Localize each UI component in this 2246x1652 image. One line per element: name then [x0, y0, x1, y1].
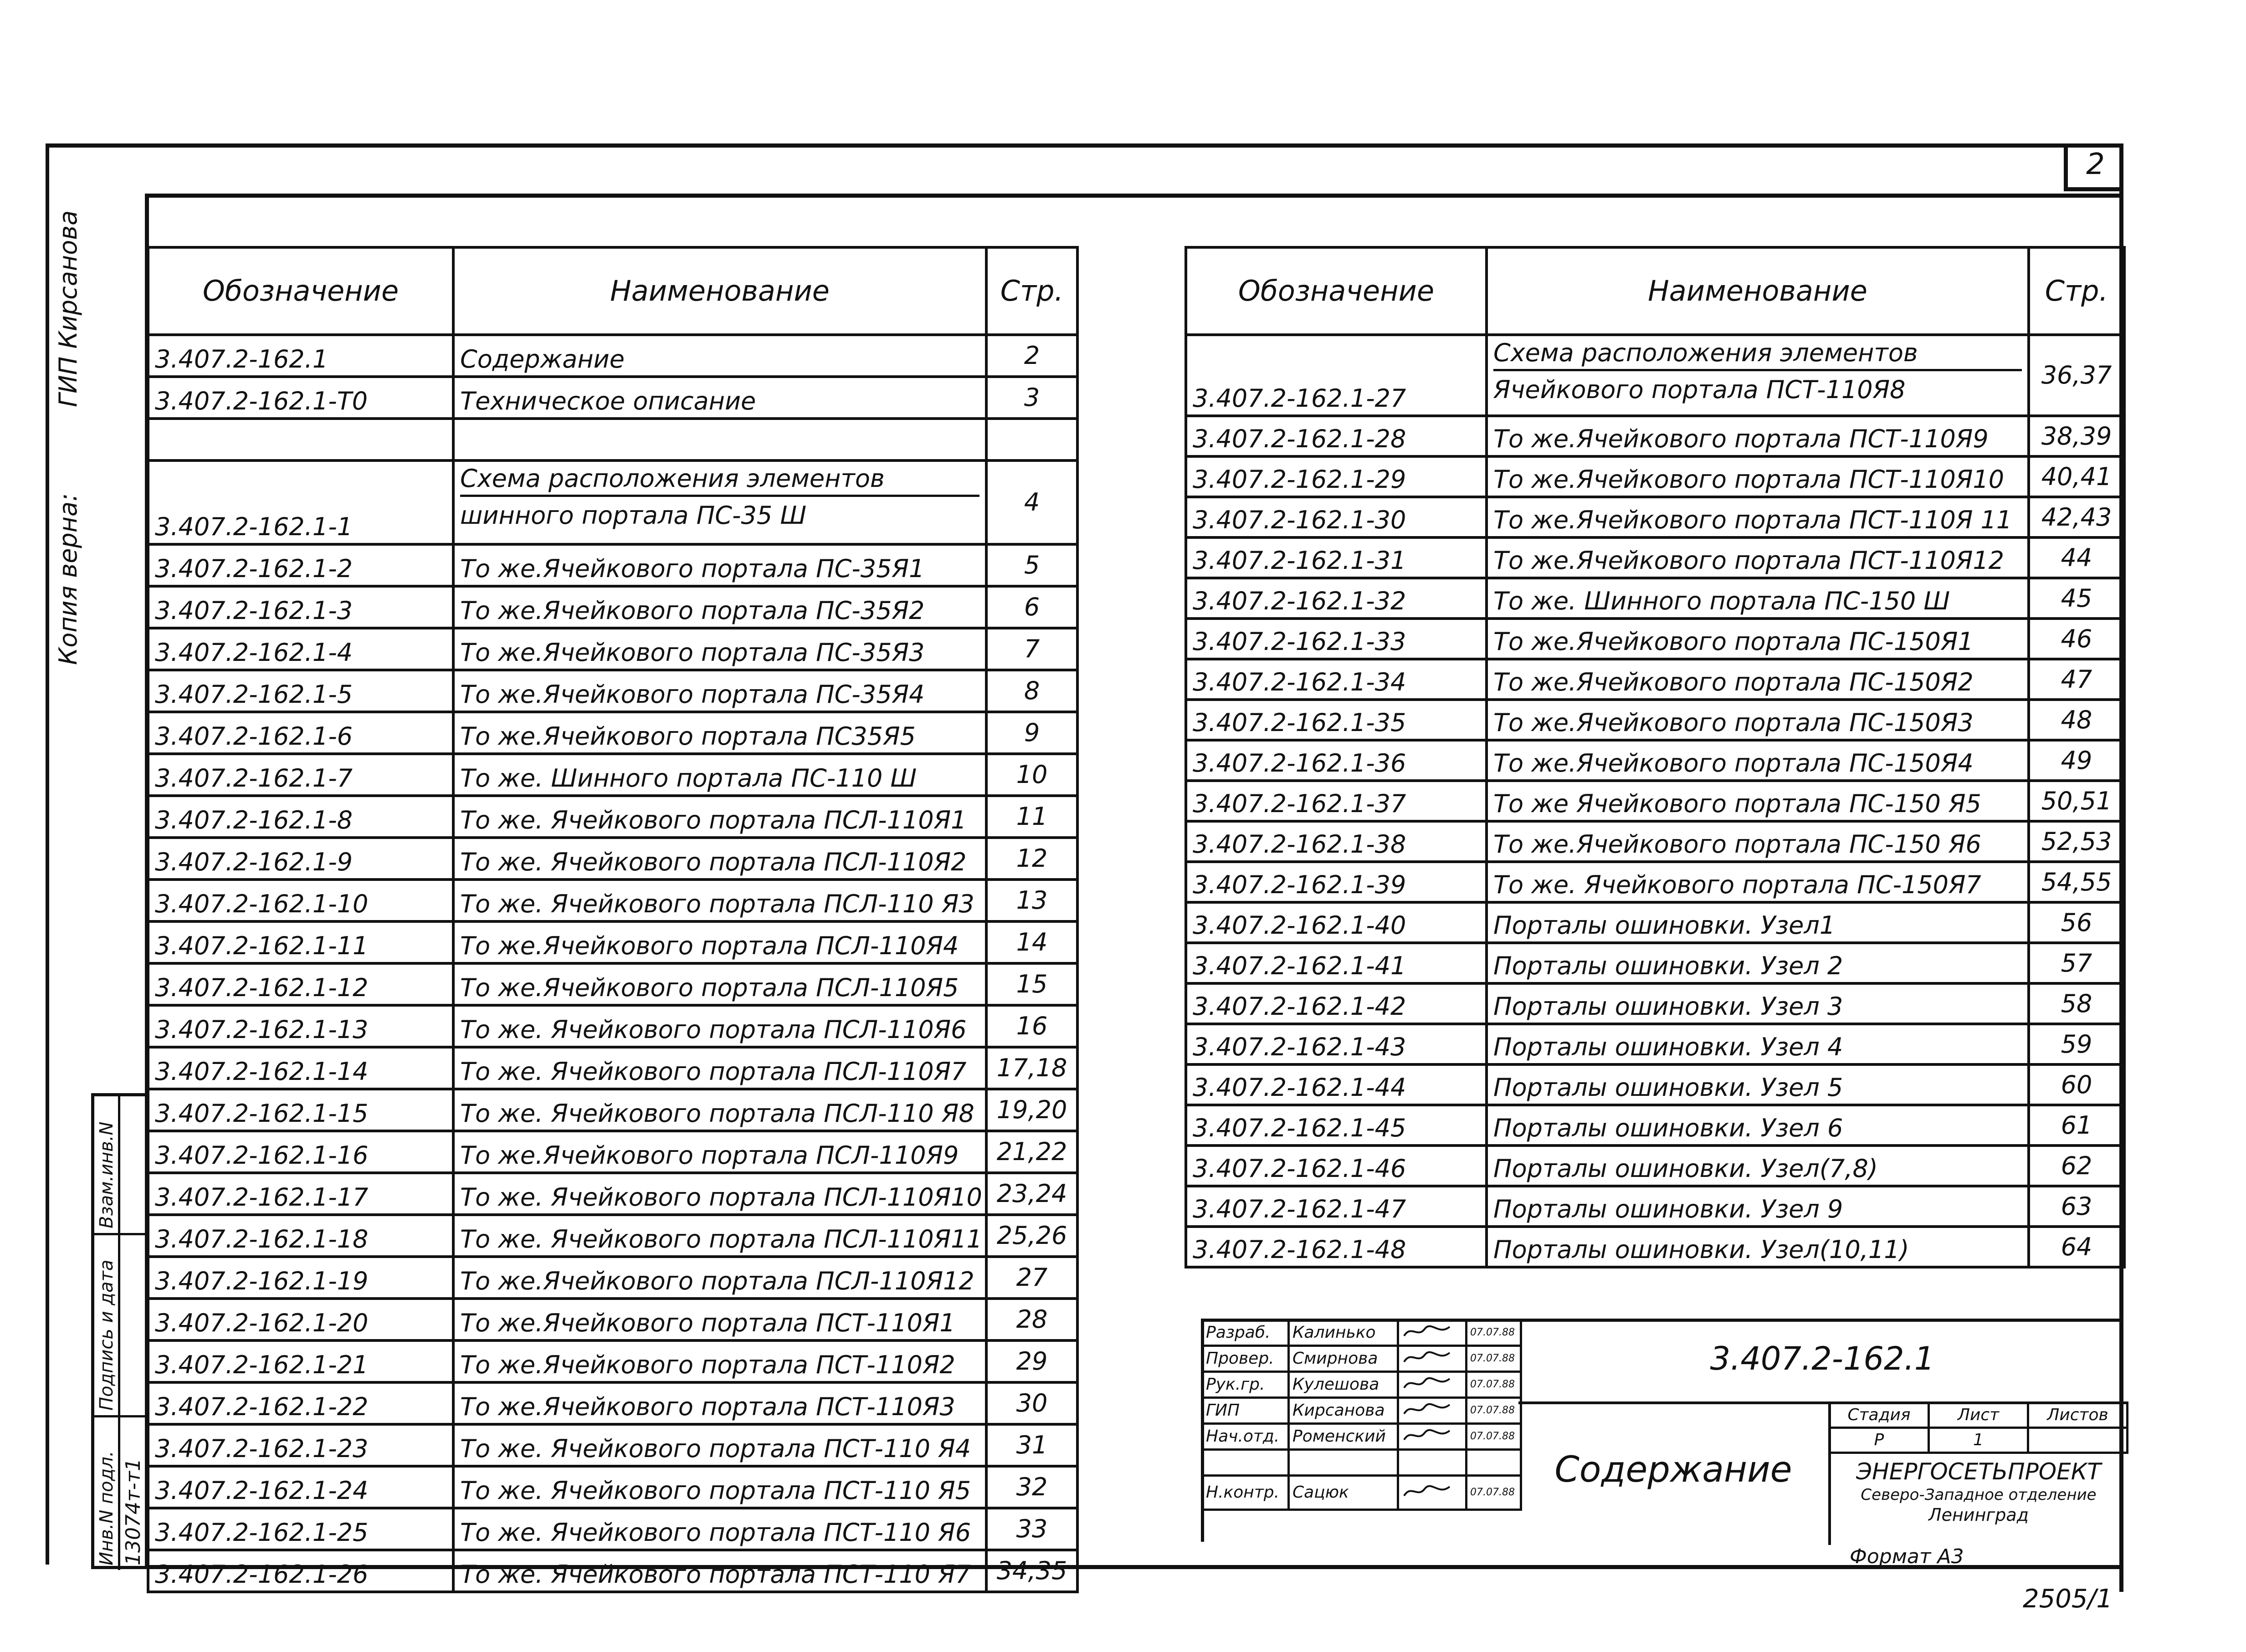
signer-role: Н.контр.	[1202, 1476, 1289, 1510]
row-designation: 3.407.2-162.1-3	[148, 586, 453, 628]
signer-role: Провер.	[1202, 1346, 1289, 1372]
signer-sign	[1398, 1450, 1467, 1476]
row-page: 64	[2029, 1227, 2124, 1267]
table-row	[148, 796, 1077, 838]
row-designation: 3.407.2-162.1-8	[148, 796, 453, 838]
row-name: Порталы ошиновки. Узел 5	[1487, 1064, 2029, 1105]
row-page: 63	[2029, 1186, 2124, 1227]
row-designation: 3.407.2-162.1-44	[1186, 1064, 1487, 1105]
left-margin-line	[46, 143, 49, 1565]
signer-role: ГИП	[1202, 1398, 1289, 1424]
signer-date: 07.07.88	[1467, 1424, 1521, 1450]
row-designation: 3.407.2-162.1-36	[1186, 740, 1487, 781]
document-code: 3.407.2-162.1	[1710, 1340, 1935, 1377]
signers-table	[1201, 1319, 1522, 1511]
row-page: 29	[986, 1340, 1077, 1382]
row-name: То же.Ячейкового портала ПС35Я5	[453, 712, 986, 754]
row-page: 14	[986, 921, 1077, 963]
table-row	[1186, 1024, 2124, 1064]
table-header-row	[1186, 247, 2124, 335]
row-name: То же. Ячейкового портала ПСТ-110 Я7	[453, 1550, 986, 1592]
row-page: 46	[2029, 619, 2124, 659]
row-name: То же.Ячейкового портала ПСТ-110Я2	[453, 1340, 986, 1382]
row-designation: 3.407.2-162.1-18	[148, 1215, 453, 1257]
row-name: То же. Ячейкового портала ПСЛ-110Я7	[453, 1047, 986, 1089]
table-row	[148, 628, 1077, 670]
copy-note-left: Копия верна:	[54, 493, 82, 665]
row-name-line-2: Ячейкового портала ПСТ-110Я8	[1493, 375, 1906, 404]
stage-value: Р	[1830, 1428, 1929, 1453]
stage-value-row	[1830, 1428, 2128, 1453]
row-name: То же.Ячейкового портала ПСТ-110Я12	[1487, 537, 2029, 578]
table-row	[148, 460, 1077, 544]
row-page: 9	[986, 712, 1077, 754]
contents-table-right	[1185, 246, 2126, 1268]
table-row	[1186, 821, 2124, 862]
signer-role: Нач.отд.	[1202, 1424, 1289, 1450]
row-page: 6	[986, 586, 1077, 628]
row-page: 48	[2029, 700, 2124, 740]
row-designation: 3.407.2-162.1-35	[1186, 700, 1487, 740]
row-designation: 3.407.2-162.1-6	[148, 712, 453, 754]
row-name: То же. Ячейкового портала ПСЛ-110Я1	[453, 796, 986, 838]
signer-name: Роменский	[1289, 1424, 1398, 1450]
row-name: То же. Ячейкового портала ПСЛ-110Я2	[453, 838, 986, 880]
row-name: То же. Ячейкового портала ПСЛ-110 Я3	[453, 880, 986, 921]
row-page: 5	[986, 544, 1077, 586]
row-name: То же.Ячейкового портала ПСЛ-110Я12	[453, 1257, 986, 1299]
table-row	[1186, 1227, 2124, 1267]
signer-row	[1202, 1450, 1521, 1476]
row-designation: 3.407.2-162.1-5	[148, 670, 453, 712]
row-designation: 3.407.2-162.1-16	[148, 1131, 453, 1173]
signature-mark	[1402, 1322, 1452, 1340]
signer-date: 07.07.88	[1467, 1346, 1521, 1372]
row-name: То же.Ячейкового портала ПС-150Я1	[1487, 619, 2029, 659]
table-header-row	[148, 247, 1077, 335]
sheets-label: Листов	[2028, 1403, 2128, 1428]
table-row	[1186, 740, 2124, 781]
table-row	[1186, 1105, 2124, 1146]
row-page: 4	[986, 460, 1077, 544]
signer-role: Разраб.	[1202, 1320, 1289, 1346]
row-name	[1487, 335, 2029, 416]
row-designation: 3.407.2-162.1-39	[1186, 862, 1487, 902]
signer-name: Кирсанова	[1289, 1398, 1398, 1424]
row-name: То же. Ячейкового портала ПСЛ-110Я10	[453, 1173, 986, 1215]
table-row	[148, 586, 1077, 628]
signer-name: Смирнова	[1289, 1346, 1398, 1372]
row-name-line-2: шинного портала ПС-35 Ш	[460, 501, 807, 530]
title-block	[1201, 1319, 2123, 1542]
row-designation: 3.407.2-162.1-26	[148, 1550, 453, 1592]
row-name: То же.Ячейкового портала ПСЛ-110Я9	[453, 1131, 986, 1173]
row-designation: 3.407.2-162.1-2	[148, 544, 453, 586]
row-name: То же.Ячейкового портала ПС-35Я1	[453, 544, 986, 586]
side-stamp-rule-2	[94, 1415, 148, 1417]
signer-name: Сацюк	[1289, 1476, 1398, 1510]
side-stamp-rule-1	[94, 1233, 148, 1235]
sheet-title: Содержание	[1554, 1449, 1792, 1490]
row-designation: 3.407.2-162.1-46	[1186, 1146, 1487, 1186]
row-name: То же.Ячейкового портала ПС-35Я3	[453, 628, 986, 670]
row-name: То же. Ячейкового портала ПСЛ-110Я6	[453, 1005, 986, 1047]
organization-city: Ленинград	[1928, 1505, 2029, 1525]
row-designation: 3.407.2-162.1-45	[1186, 1105, 1487, 1146]
sheet-value: 1	[1929, 1428, 2028, 1453]
row-page: 13	[986, 880, 1077, 921]
signer-role	[1202, 1450, 1289, 1476]
signer-name: Кулешова	[1289, 1372, 1398, 1398]
top-frame-line	[46, 143, 2123, 148]
signer-row	[1202, 1476, 1521, 1510]
row-designation: 3.407.2-162.1-32	[1186, 578, 1487, 619]
table-row	[1186, 537, 2124, 578]
table-row	[148, 1299, 1077, 1340]
sheets-value	[2028, 1428, 2128, 1453]
row-name: Техническое описание	[453, 377, 986, 419]
table-row	[148, 670, 1077, 712]
row-name: Содержание	[453, 335, 986, 377]
row-name: Порталы ошиновки. Узел 9	[1487, 1186, 2029, 1227]
signer-sign	[1398, 1476, 1467, 1510]
row-designation: 3.407.2-162.1-30	[1186, 497, 1487, 537]
organization-branch: Северо-Западное отделение	[1861, 1486, 2097, 1504]
header-page: Стр.	[2029, 247, 2124, 335]
row-designation: 3.407.2-162.1-10	[148, 880, 453, 921]
row-name: То же.Ячейкового портала ПС-150Я4	[1487, 740, 2029, 781]
row-name	[453, 460, 986, 544]
row-page: 38,39	[2029, 416, 2124, 456]
row-designation: 3.407.2-162.1-15	[148, 1089, 453, 1131]
row-page: 42,43	[2029, 497, 2124, 537]
row-page: 12	[986, 838, 1077, 880]
signer-sign	[1398, 1346, 1467, 1372]
row-name: То же.Ячейкового портала ПСЛ-110Я5	[453, 963, 986, 1005]
row-designation: 3.407.2-162.1-21	[148, 1340, 453, 1382]
row-designation: 3.407.2-162.1	[148, 335, 453, 377]
side-stamp-podpis: Подпись и дата	[96, 1259, 117, 1411]
row-page: 44	[2029, 537, 2124, 578]
row-designation: 3.407.2-162.1-19	[148, 1257, 453, 1299]
row-name: То же.Ячейкового портала ПС-150Я2	[1487, 659, 2029, 700]
row-designation: 3.407.2-162.1-48	[1186, 1227, 1487, 1267]
table-row	[1186, 943, 2124, 983]
header-designation: Обозначение	[1186, 247, 1487, 335]
row-page	[986, 419, 1077, 460]
row-designation: 3.407.2-162.1-22	[148, 1382, 453, 1424]
row-designation: 3.407.2-162.1-37	[1186, 781, 1487, 821]
row-name: Порталы ошиновки. Узел 3	[1487, 983, 2029, 1024]
row-name: Порталы ошиновки. Узел(7,8)	[1487, 1146, 2029, 1186]
row-page: 27	[986, 1257, 1077, 1299]
table-row	[1186, 335, 2124, 416]
row-name	[453, 419, 986, 460]
row-designation	[148, 419, 453, 460]
table-row	[148, 921, 1077, 963]
stage-label: Стадия	[1830, 1403, 1929, 1428]
table-row	[1186, 862, 2124, 902]
row-page: 17,18	[986, 1047, 1077, 1089]
row-designation: 3.407.2-162.1-38	[1186, 821, 1487, 862]
signer-name: Калинько	[1289, 1320, 1398, 1346]
row-page: 54,55	[2029, 862, 2124, 902]
row-page: 50,51	[2029, 781, 2124, 821]
row-designation: 3.407.2-162.1-43	[1186, 1024, 1487, 1064]
table-row	[1186, 1186, 2124, 1227]
table-row	[148, 1340, 1077, 1382]
row-page: 11	[986, 796, 1077, 838]
row-page: 52,53	[2029, 821, 2124, 862]
row-page: 2	[986, 335, 1077, 377]
signature-mark	[1402, 1400, 1452, 1418]
table-row	[148, 335, 1077, 377]
signer-date: 07.07.88	[1467, 1372, 1521, 1398]
signature-mark	[1402, 1482, 1452, 1500]
stage-table	[1828, 1401, 2128, 1454]
row-name-line-1: Схема расположения элементов	[460, 466, 979, 497]
row-name: То же.Ячейкового портала ПСТ-110Я3	[453, 1382, 986, 1424]
row-name: Порталы ошиновки. Узел(10,11)	[1487, 1227, 2029, 1267]
table-row	[148, 419, 1077, 460]
row-page: 25,26	[986, 1215, 1077, 1257]
signer-date: 07.07.88	[1467, 1476, 1521, 1510]
table-row	[148, 1257, 1077, 1299]
row-page: 56	[2029, 902, 2124, 943]
row-name: То же.Ячейкового портала ПС-150Я3	[1487, 700, 2029, 740]
row-name: То же. Шинного портала ПС-150 Ш	[1487, 578, 2029, 619]
row-designation: 3.407.2-162.1-Т0	[148, 377, 453, 419]
copy-note-right: ГИП Кирсанова	[54, 210, 82, 407]
table-row	[148, 1550, 1077, 1592]
table-row	[1186, 456, 2124, 497]
signature-mark	[1402, 1348, 1452, 1366]
row-page: 36,37	[2029, 335, 2124, 416]
row-designation: 3.407.2-162.1-47	[1186, 1186, 1487, 1227]
row-designation: 3.407.2-162.1-41	[1186, 943, 1487, 983]
row-designation: 3.407.2-162.1-14	[148, 1047, 453, 1089]
row-name: То же.Ячейкового портала ПС-35Я4	[453, 670, 986, 712]
signer-row	[1202, 1372, 1521, 1398]
row-page: 31	[986, 1424, 1077, 1466]
organization-name: ЭНЕРГОСЕТЬПРОЕКТ	[1856, 1458, 2101, 1485]
table-row	[148, 1173, 1077, 1215]
row-page: 47	[2029, 659, 2124, 700]
row-name: То же. Шинного портала ПС-110 Ш	[453, 754, 986, 796]
row-name: То же.Ячейкового портала ПСТ-110Я10	[1487, 456, 2029, 497]
signer-sign	[1398, 1372, 1467, 1398]
table-row	[1186, 983, 2124, 1024]
row-page: 16	[986, 1005, 1077, 1047]
table-row	[1186, 497, 2124, 537]
table-row	[148, 1089, 1077, 1131]
row-name: То же.Ячейкового портала ПСТ-110Я1	[453, 1299, 986, 1340]
row-page: 61	[2029, 1105, 2124, 1146]
row-name-line-1: Схема расположения элементов	[1493, 341, 2022, 371]
contents-table-left	[147, 246, 1079, 1593]
table-row	[148, 838, 1077, 880]
row-page: 10	[986, 754, 1077, 796]
table-row	[148, 1047, 1077, 1089]
row-designation: 3.407.2-162.1-7	[148, 754, 453, 796]
sheet-label: Лист	[1929, 1403, 2028, 1428]
row-designation: 3.407.2-162.1-31	[1186, 537, 1487, 578]
table-row	[148, 880, 1077, 921]
row-designation: 3.407.2-162.1-20	[148, 1299, 453, 1340]
row-designation: 3.407.2-162.1-28	[1186, 416, 1487, 456]
signer-sign	[1398, 1398, 1467, 1424]
table-row	[148, 1466, 1077, 1508]
row-name: То же. Ячейкового портала ПСТ-110 Я5	[453, 1466, 986, 1508]
row-designation: 3.407.2-162.1-34	[1186, 659, 1487, 700]
row-name: То же.Ячейкового портала ПСТ-110Я 11	[1487, 497, 2029, 537]
row-page: 30	[986, 1382, 1077, 1424]
signer-date	[1467, 1450, 1521, 1476]
row-designation: 3.407.2-162.1-13	[148, 1005, 453, 1047]
table-row	[1186, 659, 2124, 700]
row-page: 32	[986, 1466, 1077, 1508]
row-designation: 3.407.2-162.1-12	[148, 963, 453, 1005]
row-page: 34,35	[986, 1550, 1077, 1592]
row-page: 19,20	[986, 1089, 1077, 1131]
table-row	[1186, 416, 2124, 456]
side-stamp-inv-number: 13074т-т1	[122, 1458, 145, 1565]
side-stamp-inv-podl: Инв.N подл.	[96, 1451, 117, 1565]
row-page: 33	[986, 1508, 1077, 1550]
table-row	[1186, 578, 2124, 619]
row-page: 21,22	[986, 1131, 1077, 1173]
row-designation: 3.407.2-162.1-33	[1186, 619, 1487, 659]
signer-role: Рук.гр.	[1202, 1372, 1289, 1398]
signer-name	[1289, 1450, 1398, 1476]
copy-note	[54, 210, 82, 665]
row-page: 45	[2029, 578, 2124, 619]
table-row	[1186, 1064, 2124, 1105]
row-page: 3	[986, 377, 1077, 419]
signer-date: 07.07.88	[1467, 1320, 1521, 1346]
signer-row	[1202, 1346, 1521, 1372]
table-row	[148, 754, 1077, 796]
table-row	[148, 544, 1077, 586]
row-page: 59	[2029, 1024, 2124, 1064]
row-page: 8	[986, 670, 1077, 712]
signer-row	[1202, 1424, 1521, 1450]
row-designation: 3.407.2-162.1-27	[1186, 335, 1487, 416]
table-row	[1186, 700, 2124, 740]
table-row	[148, 377, 1077, 419]
row-designation: 3.407.2-162.1-29	[1186, 456, 1487, 497]
signer-row	[1202, 1398, 1521, 1424]
row-page: 49	[2029, 740, 2124, 781]
row-name: То же. Ячейкового портала ПСТ-110 Я6	[453, 1508, 986, 1550]
row-page: 7	[986, 628, 1077, 670]
row-page: 62	[2029, 1146, 2124, 1186]
row-name: То же.Ячейкового портала ПСЛ-110Я4	[453, 921, 986, 963]
table-row	[148, 1382, 1077, 1424]
row-name: То же. Ячейкового портала ПСЛ-110Я11	[453, 1215, 986, 1257]
side-stamp-vzam: Взам.инв.N	[96, 1121, 117, 1228]
format-label: Формат А3	[1850, 1545, 1964, 1568]
row-designation: 3.407.2-162.1-40	[1186, 902, 1487, 943]
signature-mark	[1402, 1374, 1452, 1392]
table-row	[148, 712, 1077, 754]
table-row	[148, 1424, 1077, 1466]
table-row	[1186, 1146, 2124, 1186]
row-name: То же.Ячейкового портала ПСТ-110Я9	[1487, 416, 2029, 456]
side-stamp-divider	[118, 1096, 120, 1570]
table-row	[1186, 902, 2124, 943]
table-row	[1186, 619, 2124, 659]
row-designation: 3.407.2-162.1-1	[148, 460, 453, 544]
row-designation: 3.407.2-162.1-9	[148, 838, 453, 880]
signer-date: 07.07.88	[1467, 1398, 1521, 1424]
table-row	[148, 1005, 1077, 1047]
row-name: Порталы ошиновки. Узел1	[1487, 902, 2029, 943]
row-designation: 3.407.2-162.1-25	[148, 1508, 453, 1550]
row-name: То же Ячейкового портала ПС-150 Я5	[1487, 781, 2029, 821]
side-stamp	[91, 1093, 145, 1569]
row-name: Порталы ошиновки. Узел 2	[1487, 943, 2029, 983]
sheet-number: 2	[2086, 148, 2105, 181]
signer-sign	[1398, 1320, 1467, 1346]
header-name: Наименование	[453, 247, 986, 335]
signer-sign	[1398, 1424, 1467, 1450]
row-page: 60	[2029, 1064, 2124, 1105]
row-page: 57	[2029, 943, 2124, 983]
table-row	[148, 1131, 1077, 1173]
row-page: 15	[986, 963, 1077, 1005]
table-row	[148, 963, 1077, 1005]
row-name: То же. Ячейкового портала ПСЛ-110 Я8	[453, 1089, 986, 1131]
archive-number: 2505/1	[2023, 1584, 2113, 1614]
row-page: 23,24	[986, 1173, 1077, 1215]
row-name: Порталы ошиновки. Узел 6	[1487, 1105, 2029, 1146]
signer-row	[1202, 1320, 1521, 1346]
row-designation: 3.407.2-162.1-4	[148, 628, 453, 670]
header-page: Стр.	[986, 247, 1077, 335]
header-designation: Обозначение	[148, 247, 453, 335]
row-name: То же.Ячейкового портала ПС-35Я2	[453, 586, 986, 628]
row-name: Порталы ошиновки. Узел 4	[1487, 1024, 2029, 1064]
row-name: То же. Ячейкового портала ПСТ-110 Я4	[453, 1424, 986, 1466]
row-designation: 3.407.2-162.1-11	[148, 921, 453, 963]
row-designation: 3.407.2-162.1-24	[148, 1466, 453, 1508]
stage-label-row	[1830, 1403, 2128, 1428]
table-row	[148, 1508, 1077, 1550]
row-name: То же. Ячейкового портала ПС-150Я7	[1487, 862, 2029, 902]
signature-mark	[1402, 1426, 1452, 1444]
header-name: Наименование	[1487, 247, 2029, 335]
row-designation: 3.407.2-162.1-23	[148, 1424, 453, 1466]
row-page: 28	[986, 1299, 1077, 1340]
row-designation: 3.407.2-162.1-42	[1186, 983, 1487, 1024]
row-name: То же.Ячейкового портала ПС-150 Я6	[1487, 821, 2029, 862]
table-row	[1186, 781, 2124, 821]
row-page: 40,41	[2029, 456, 2124, 497]
table-row	[148, 1215, 1077, 1257]
sheet-number-box	[2064, 146, 2123, 191]
row-designation: 3.407.2-162.1-17	[148, 1173, 453, 1215]
row-page: 58	[2029, 983, 2124, 1024]
